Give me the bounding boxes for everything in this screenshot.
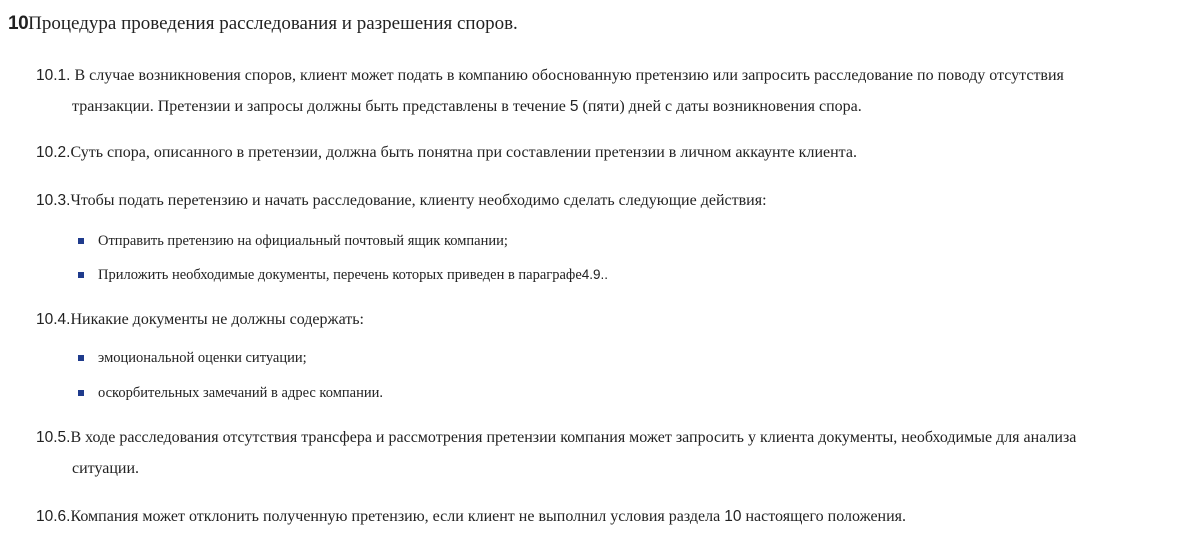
clause-text-continuation: ситуации. xyxy=(72,460,140,477)
list-item: Приложить необходимые документы, перечень которых приведен в параграфе 4.9.. xyxy=(78,265,608,285)
clause-text: Никакие документы не должны содержать: xyxy=(70,311,364,328)
clause-text: Чтобы подать перетензию и начать расследование, клиенту необходимо сделать следующие действия: xyxy=(70,192,767,209)
clause-text: Суть спора, описанного в претензии, должна быть понятна при составлении претензии в личном аккаунте клиента. xyxy=(70,144,857,161)
bullet-marker xyxy=(78,238,84,244)
clause-number: 10.6. xyxy=(36,508,71,525)
clause-text: В случае возникновения споров, клиент может подать в компанию обоснованную претензию или запросить расследование по поводу отсутствия xyxy=(70,67,1064,84)
clause-10-5 xyxy=(36,422,1076,484)
clause-number: 10.3. xyxy=(36,192,71,209)
clause-10-2 xyxy=(36,137,857,168)
bullet-marker xyxy=(78,390,84,396)
list-item: эмоциональной оценки ситуации; xyxy=(78,348,307,368)
clause-10-4 xyxy=(36,304,364,335)
list-item: Отправить претензию на официальный почтовый ящик компании; xyxy=(78,231,508,251)
clause-number: 10.5. xyxy=(36,429,71,446)
list-item: оскорбительных замечаний в адрес компании. xyxy=(78,383,383,403)
clause-10-3 xyxy=(36,185,767,216)
clause-10-1 xyxy=(36,60,1064,122)
clause-text-continuation: транзакции. Претензии и запросы должны быть представлены в течение 5 (пяти) дней с даты возникновения спора. xyxy=(72,98,862,115)
bullet-marker xyxy=(78,272,84,278)
clause-number: 10.1. xyxy=(36,67,71,84)
section-heading xyxy=(8,13,518,35)
clause-10-6: 10.6.Компания может отклонить полученную претензию, если клиент не выполнил условия раздела 10 настоящего положения. xyxy=(36,508,907,525)
section-number: 10 xyxy=(8,13,29,34)
clause-number: 10.2. xyxy=(36,144,71,161)
section-title: Процедура проведения расследования и разрешения споров. xyxy=(28,13,518,34)
clause-number: 10.4. xyxy=(36,311,71,328)
bullet-marker xyxy=(78,355,84,361)
clause-text: В ходе расследования отсутствия трансфера и рассмотрения претензии компания может запросить у клиента документы, необходимые для анализа xyxy=(70,429,1077,446)
